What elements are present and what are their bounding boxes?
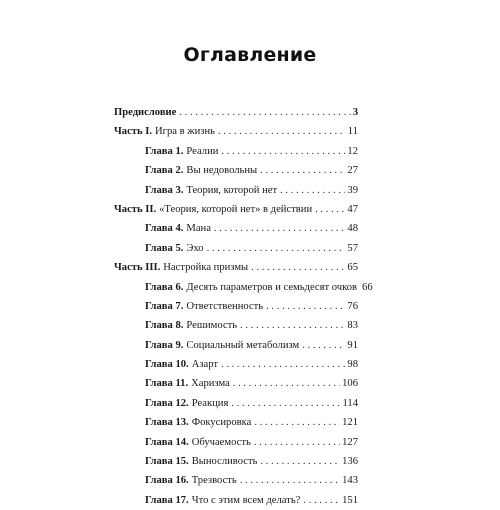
toc-page-number: 136 bbox=[342, 456, 358, 468]
toc-entry-label: Глава 1. bbox=[145, 145, 184, 157]
toc-page-number: 121 bbox=[342, 417, 358, 429]
toc-entry-label: Глава 7. bbox=[145, 300, 184, 312]
toc-list bbox=[0, 103, 500, 510]
toc-page-number: 114 bbox=[342, 397, 358, 409]
toc-entry-label: Глава 10. bbox=[145, 359, 189, 371]
toc-entry-title: Выносливость bbox=[191, 456, 258, 468]
dot-leader bbox=[280, 181, 345, 200]
dot-leader bbox=[315, 200, 345, 219]
toc-page-number: 106 bbox=[342, 378, 358, 390]
toc-entry-title: Мана bbox=[186, 223, 211, 235]
dot-leader bbox=[233, 374, 340, 393]
toc-entry-label: Глава 8. bbox=[145, 320, 184, 332]
toc-part-entry bbox=[114, 258, 358, 277]
toc-entry-title: Вы недовольны bbox=[186, 165, 258, 177]
toc-chapter-entry bbox=[145, 297, 358, 316]
dot-leader bbox=[207, 239, 346, 258]
toc-chapter-entry bbox=[145, 433, 358, 452]
toc-page-number: 11 bbox=[347, 126, 358, 138]
toc-chapter-entry bbox=[145, 161, 358, 180]
toc-page-number: 12 bbox=[347, 145, 358, 157]
dot-leader bbox=[214, 219, 346, 238]
toc-chapter-entry bbox=[145, 316, 358, 335]
toc-chapter-entry bbox=[145, 355, 358, 374]
toc-entry-title: Эхо bbox=[186, 242, 204, 254]
toc-chapter-entry bbox=[145, 142, 358, 161]
dot-leader bbox=[221, 142, 345, 161]
toc-chapter-entry bbox=[145, 413, 358, 432]
toc-chapter-entry bbox=[145, 471, 358, 490]
dot-leader bbox=[260, 452, 340, 471]
toc-entry-title: Социальный метаболизм bbox=[186, 339, 300, 351]
toc-entry-label: Часть I. bbox=[114, 126, 152, 138]
toc-entry-label: Предисловие bbox=[114, 107, 177, 118]
toc-chapter-entry bbox=[145, 452, 358, 471]
toc-page-number: 65 bbox=[347, 262, 358, 274]
toc-entry-title: Фокусировка bbox=[191, 417, 252, 429]
dot-leader bbox=[179, 103, 350, 122]
toc-page-number: 3 bbox=[352, 107, 358, 118]
toc-entry-title: Обучаемость bbox=[191, 436, 251, 448]
toc-chapter-entry bbox=[145, 219, 358, 238]
dot-leader bbox=[251, 258, 345, 277]
toc-page-number: 143 bbox=[342, 475, 358, 487]
toc-entry-title: Решимость bbox=[186, 320, 238, 332]
toc-chapter-entry bbox=[145, 491, 358, 510]
dot-leader bbox=[303, 491, 340, 510]
toc-page-number: 91 bbox=[347, 339, 358, 351]
dot-leader bbox=[254, 413, 340, 432]
toc-page-number: 66 bbox=[362, 281, 373, 293]
toc-page-number: 98 bbox=[347, 359, 358, 371]
toc-entry-label: Глава 12. bbox=[145, 397, 189, 409]
toc-page-number: 83 bbox=[347, 320, 358, 332]
toc-entry-title: Что с этим всем делать? bbox=[191, 494, 301, 506]
toc-entry-title: Харизма bbox=[191, 378, 230, 390]
toc-chapter-entry bbox=[145, 374, 358, 393]
toc-chapter-entry bbox=[145, 181, 358, 200]
toc-chapter-entry bbox=[145, 336, 358, 355]
toc-entry-title: Игра в жизнь bbox=[155, 126, 215, 138]
toc-chapter-entry bbox=[145, 394, 358, 413]
toc-entry-label: Часть II. bbox=[114, 203, 157, 215]
toc-entry-label: Глава 14. bbox=[145, 436, 189, 448]
page-title: Оглавление bbox=[183, 44, 317, 66]
toc-entry-title: Настройка призмы bbox=[163, 262, 249, 274]
toc-part-entry bbox=[114, 200, 358, 219]
toc-page-number: 76 bbox=[347, 300, 358, 312]
dot-leader bbox=[221, 355, 345, 374]
dot-leader bbox=[240, 471, 340, 490]
toc-entry-label: Часть III. bbox=[114, 262, 161, 274]
toc-entry-title: «Теория, которой нет» в действии bbox=[159, 203, 313, 215]
dot-leader bbox=[302, 336, 345, 355]
dot-leader bbox=[240, 316, 345, 335]
dot-leader bbox=[254, 433, 340, 452]
toc-entry-label: Глава 16. bbox=[145, 475, 189, 487]
toc-entry-label: Глава 4. bbox=[145, 223, 184, 235]
toc-entry-label: Глава 15. bbox=[145, 456, 189, 468]
toc-entry-title: Теория, которой нет bbox=[186, 184, 278, 196]
toc-entry-label: Глава 17. bbox=[145, 494, 189, 506]
toc-page-number: 39 bbox=[347, 184, 358, 196]
toc-entry-title: Десять параметров и семьдесят очков bbox=[186, 281, 358, 293]
toc-page-number: 151 bbox=[342, 494, 358, 506]
toc-entry-label: Глава 9. bbox=[145, 339, 184, 351]
toc-entry-title: Реакция bbox=[191, 397, 229, 409]
toc-entry-label: Глава 6. bbox=[145, 281, 184, 293]
toc-entry-title: Ответственность bbox=[186, 300, 264, 312]
toc-entry-label: Глава 11. bbox=[145, 378, 189, 390]
toc-entry-title: Трезвость bbox=[191, 475, 237, 487]
dot-leader bbox=[231, 394, 340, 413]
toc-entry-label: Глава 2. bbox=[145, 165, 184, 177]
toc-part-entry bbox=[114, 122, 358, 141]
toc-entry-title: Реалии bbox=[186, 145, 219, 157]
toc-entry-label: Глава 3. bbox=[145, 184, 184, 196]
toc-page-number: 47 bbox=[347, 203, 358, 215]
toc-entry-label: Глава 13. bbox=[145, 417, 189, 429]
toc-page-number: 57 bbox=[347, 242, 358, 254]
toc-entry-label: Глава 5. bbox=[145, 242, 184, 254]
dot-leader bbox=[260, 161, 345, 180]
dot-leader bbox=[266, 297, 345, 316]
toc-page-number: 48 bbox=[347, 223, 358, 235]
toc-page-number: 127 bbox=[342, 436, 358, 448]
toc-entry-title: Азарт bbox=[191, 359, 219, 371]
dot-leader bbox=[218, 122, 346, 141]
toc-page-number: 27 bbox=[347, 165, 358, 177]
toc-chapter-entry bbox=[145, 278, 373, 297]
toc-preface-entry bbox=[114, 103, 358, 122]
toc-chapter-entry bbox=[145, 239, 358, 258]
